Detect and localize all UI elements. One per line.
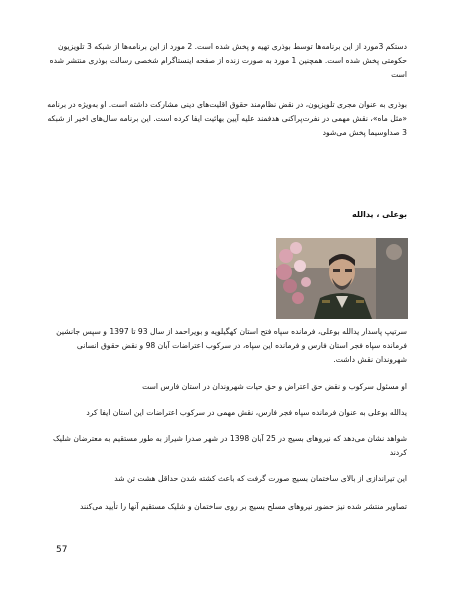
- section-paragraph-1: سرتیپ پاسدار یدالله بوعلی، فرمانده سپاه فتح استان کهگیلویه و بویراحمد از سال ‎93‎ تا ‎1397‎ و سپس جانشین فرمانده سپاه فجر استان فارس و فرمانده این سپاه، در سرکوب اعتراضات آبان ‎98‎ و نقض حقوق انسانی شهروندان نقش داشت.: [56, 327, 407, 364]
- section-paragraph-6: تصاویر منتشر شده نیز حضور نیروهای مسلح بسیج بر روی ساختمان و شلیک مستقیم آنها را تأیید می‌کنند: [80, 502, 407, 511]
- intro-paragraph-1: دستکم ‎3‎مورد از این برنامه‌ها توسط بوذری تهیه و پخش شده است. ‎2‎ مورد از این برنامه‌ها از شبکه ‎3‎ تلویزیون حکومتی پخش شده است. همچنین ‎1‎ مورد به صورت زنده از صفحه اینستاگرام شخصی رسالت بوذری منتشر شده است: [49, 42, 407, 79]
- section-paragraph-2: او مسئول سرکوب و نقض حق اعتراض و حق حیات شهروندان در استان فارس است: [142, 382, 407, 391]
- portrait-photo: [276, 238, 408, 319]
- section-heading: بوعلی ، یدالله: [352, 210, 407, 219]
- section-paragraph-3: یدالله بوعلی به عنوان فرمانده سپاه فجر فارس، نقش مهمی در سرکوب اعتراضات این استان ایفا کرد: [86, 408, 407, 417]
- intro-paragraph-2: بوذری به عنوان مجری تلویزیون، در نقض نظام‌مند حقوق اقلیت‌های دینی مشارکت داشته است. او به‌ویژه در برنامه «مثل ماه»، نقش مهمی در نفرت‌پراکنی هدفمند علیه آیین بهائیت ایفا کرده است. این برنامه سال‌های اخیر از شبکه ‎3‎ صداوسیما پخش می‌شود: [47, 100, 407, 137]
- section-paragraph-5: این تیراندازی از بالای ساختمان بسیج صورت گرفت که باعث کشته شدن حداقل هشت تن شد: [114, 474, 407, 483]
- page-number: 57: [56, 545, 68, 555]
- section-paragraph-4: شواهد نشان می‌دهد که نیروهای بسیج در ‎25‎ آبان ‎1398‎ در شهر صدرا شیراز به طور مستقیم به معترضان شلیک کردند: [52, 434, 407, 457]
